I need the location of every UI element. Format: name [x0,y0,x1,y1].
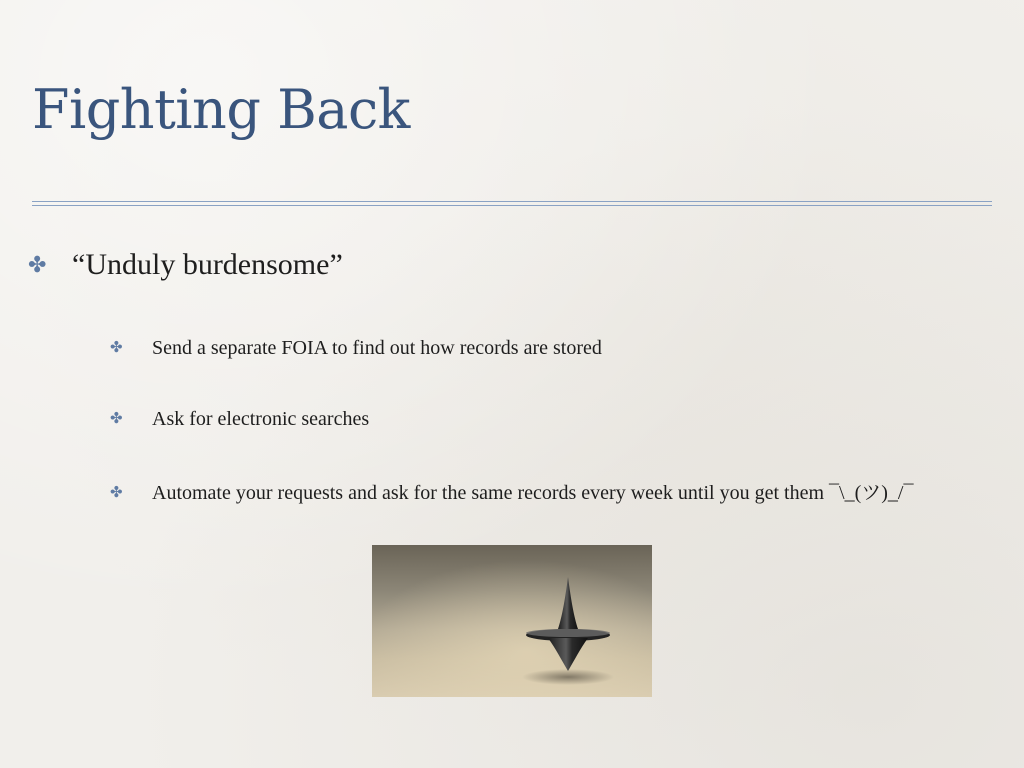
four-point-star-bullet-icon: ✤ [28,252,47,278]
spinning-top-photo [372,545,652,697]
four-point-star-bullet-icon: ✤ [110,338,123,356]
sub-bullet-text: Ask for electronic searches [152,408,370,430]
four-point-star-bullet-icon: ✤ [110,483,123,501]
title-divider-bottom [32,205,992,206]
four-point-star-bullet-icon: ✤ [110,409,123,427]
bullet-text: “Unduly burdensome” [72,248,343,281]
title-divider-top [32,201,992,202]
bullet-item [28,248,343,282]
sub-bullet-item [110,406,962,432]
sub-bullet-text: Automate your requests and ask for the same records every week until you get them ¯\_(ツ)_/¯ [152,482,914,504]
sub-bullet-item [110,335,962,361]
sub-bullet-item [110,480,962,506]
slide-title: Fighting Back [32,78,410,141]
sub-bullet-text: Send a separate FOIA to find out how records are stored [152,337,602,359]
